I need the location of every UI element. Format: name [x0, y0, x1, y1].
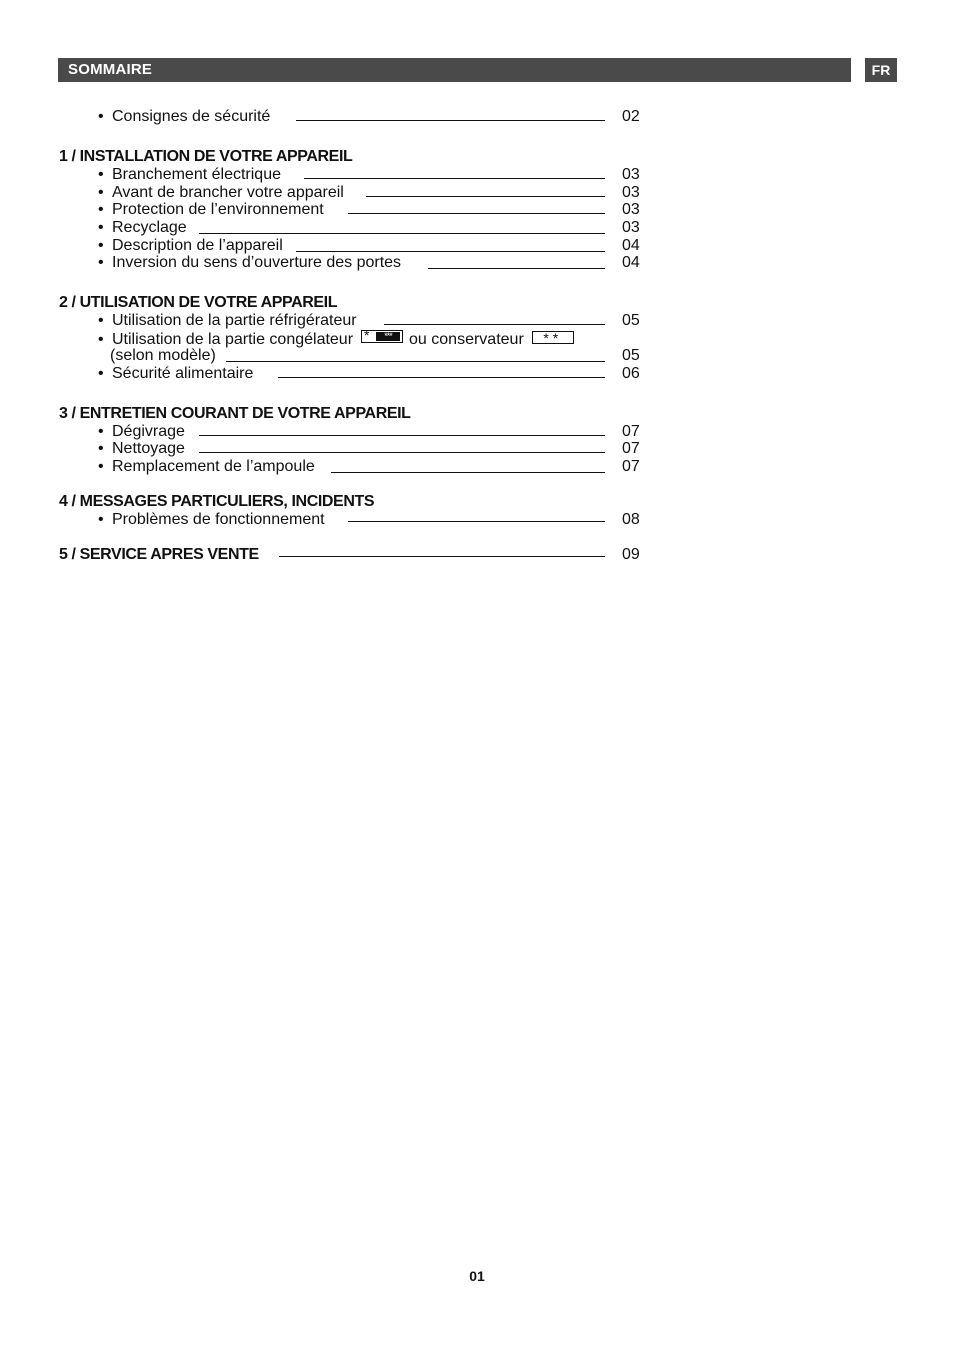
section-title: 4 / MESSAGES PARTICULIERS, INCIDENTS [59, 493, 375, 510]
toc-entry-label: Description de l’appareil [112, 237, 283, 254]
toc-entry[interactable] [0, 166, 954, 184]
section-header-bar [58, 58, 851, 82]
bullet-icon: • [98, 312, 104, 329]
dot-leader [199, 233, 605, 234]
bullet-icon: • [98, 237, 104, 254]
toc-entry-label: Protection de l’environnement [112, 201, 324, 218]
two-star-conservator-icon: ** [532, 331, 574, 344]
toc-page-number: 07 [622, 423, 640, 440]
toc-entry[interactable] [0, 237, 954, 255]
toc-entry[interactable] [0, 365, 954, 383]
toc-entry-label: Utilisation de la partie réfrigérateur [112, 312, 357, 329]
toc-page-number: 09 [622, 546, 640, 563]
bullet-icon: • [98, 331, 104, 348]
dot-leader [296, 251, 605, 252]
dot-leader [348, 213, 605, 214]
section-title: 3 / ENTRETIEN COURANT DE VOTRE APPAREIL [59, 405, 411, 422]
toc-entry[interactable] [0, 254, 954, 272]
bullet-icon: • [98, 365, 104, 382]
bullet-icon: • [98, 254, 104, 271]
dot-leader [348, 521, 605, 522]
toc-page-number: 07 [622, 458, 640, 475]
toc-page-number: 03 [622, 201, 640, 218]
toc-entry[interactable] [0, 201, 954, 219]
toc-entry-label: Problèmes de fonctionnement [112, 511, 325, 528]
toc-entry-label: Sécurité alimentaire [112, 365, 254, 382]
toc-entry-continuation[interactable] [0, 347, 954, 365]
toc-page-number: 03 [622, 166, 640, 183]
dot-leader [428, 268, 605, 269]
bullet-icon: • [98, 423, 104, 440]
toc-entry-label: Remplacement de l’ampoule [112, 458, 315, 475]
toc-entry[interactable] [0, 312, 954, 330]
four-star-freezer-icon: * *** [361, 330, 403, 343]
section-title: 5 / SERVICE APRES VENTE [59, 546, 259, 563]
toc-page-number: 03 [622, 184, 640, 201]
toc-page-number: 05 [622, 347, 640, 364]
toc-page-number: 04 [622, 254, 640, 271]
dot-leader [366, 196, 605, 197]
bullet-icon: • [98, 458, 104, 475]
toc-section-heading[interactable] [0, 546, 954, 564]
bullet-icon: • [98, 184, 104, 201]
page-number: 01 [469, 1268, 485, 1284]
toc-page-number: 02 [622, 108, 640, 125]
toc-page-number: 04 [622, 237, 640, 254]
toc-entry-label: Recyclage [112, 219, 187, 236]
toc-section-heading[interactable] [0, 294, 954, 312]
toc-entry-label-suffix: ou conservateur [409, 331, 524, 348]
bullet-icon: • [98, 108, 104, 125]
toc-entry-label: Utilisation de la partie congélateur [112, 331, 354, 348]
toc-entry[interactable] [0, 184, 954, 202]
toc-entry[interactable] [0, 440, 954, 458]
dot-leader [279, 556, 605, 557]
language-badge: FR [865, 58, 897, 82]
toc-section-heading[interactable] [0, 493, 954, 511]
section-title: 2 / UTILISATION DE VOTRE APPAREIL [59, 294, 338, 311]
dot-leader [304, 178, 605, 179]
page-title: SOMMAIRE [68, 61, 153, 78]
toc-entry[interactable] [0, 219, 954, 237]
toc-entry-label: Avant de brancher votre appareil [112, 184, 344, 201]
toc-entry-label: Nettoyage [112, 440, 185, 457]
toc-page-number: 03 [622, 219, 640, 236]
toc-section-heading[interactable] [0, 405, 954, 423]
toc-entry-label: Branchement électrique [112, 166, 281, 183]
toc-page-number: 05 [622, 312, 640, 329]
toc-entry-label-continuation: (selon modèle) [110, 347, 216, 364]
dot-leader [278, 377, 605, 378]
dot-leader [226, 361, 605, 362]
dot-leader [331, 472, 605, 473]
bullet-icon: • [98, 219, 104, 236]
dot-leader [384, 324, 605, 325]
bullet-icon: • [98, 511, 104, 528]
dot-leader [199, 435, 605, 436]
toc-entry[interactable] [0, 511, 954, 529]
bullet-icon: • [98, 166, 104, 183]
dot-leader [296, 120, 605, 121]
toc-entry-label: Dégivrage [112, 423, 185, 440]
section-title: 1 / INSTALLATION DE VOTRE APPAREIL [59, 148, 353, 165]
toc-section-heading[interactable] [0, 148, 954, 166]
dot-leader [199, 452, 605, 453]
toc-page-number: 06 [622, 365, 640, 382]
toc-entry[interactable] [0, 108, 954, 126]
toc-entry[interactable] [0, 327, 954, 348]
toc-entry-label: Inversion du sens d’ouverture des portes [112, 254, 402, 271]
toc-entry[interactable] [0, 458, 954, 476]
toc-page-number: 07 [622, 440, 640, 457]
bullet-icon: • [98, 201, 104, 218]
toc-entry[interactable] [0, 423, 954, 441]
bullet-icon: • [98, 440, 104, 457]
toc-page-number: 08 [622, 511, 640, 528]
toc-entry-label: Consignes de sécurité [112, 108, 271, 125]
